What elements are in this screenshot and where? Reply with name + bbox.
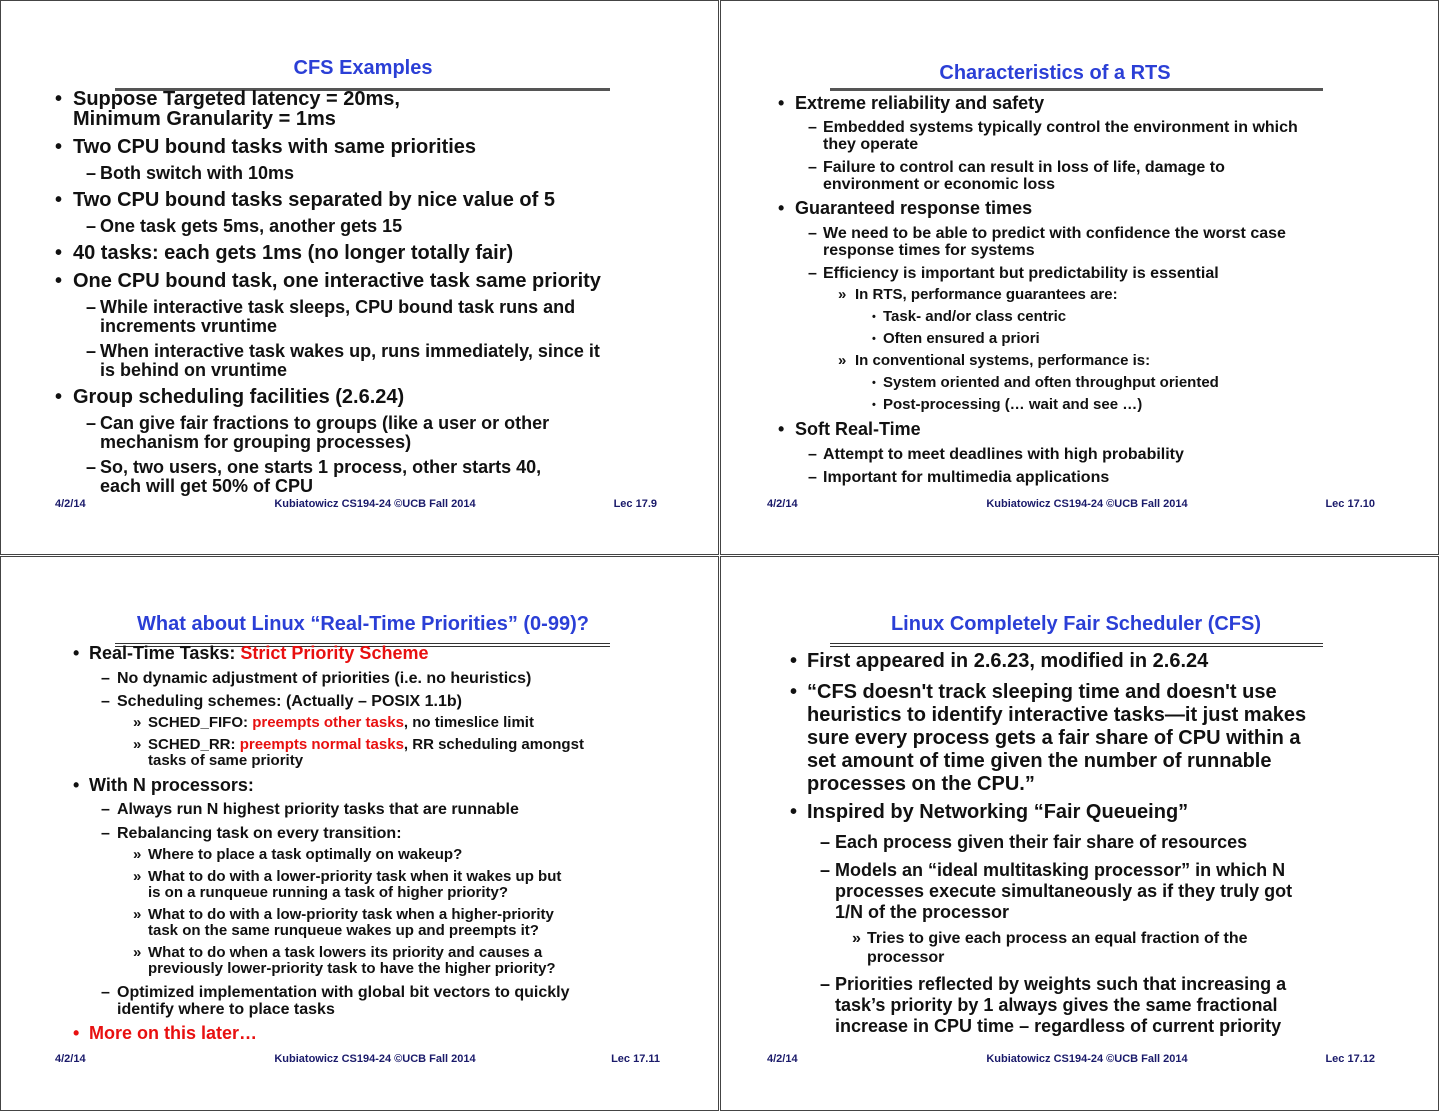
- bullet-marker-icon: •: [55, 136, 63, 158]
- bullet-marker-icon: •: [778, 93, 785, 113]
- bullet-item-level-3: [133, 869, 561, 901]
- bullet-text: In conventional systems, performance is:: [855, 352, 1151, 369]
- bullet-item-level-2: [101, 825, 402, 842]
- bullet-text: Both switch with 10ms: [100, 162, 295, 183]
- bullet-text: Where to place a task optimally on wakeup?: [148, 846, 463, 863]
- bullet-text: Extreme reliability and safety: [795, 93, 1045, 113]
- footer-date: 4/2/14: [767, 498, 798, 510]
- bullet-text: While interactive task sleeps, CPU bound task runs and increments vruntime: [100, 296, 576, 336]
- bullet-text: Post-processing (… wait and see …): [883, 396, 1143, 413]
- bullet-marker-icon: –: [86, 412, 97, 433]
- bullet-item-level-2: [101, 670, 531, 687]
- bullet-item-level-1: [778, 420, 921, 438]
- bullet-item-level-2: [820, 832, 1247, 853]
- bullet-item-level-1: [55, 243, 513, 263]
- bullet-item-level-2: [808, 119, 1298, 153]
- bullet-text: Can give fair fractions to groups (like a user or other mechanism for grouping processes): [100, 412, 550, 452]
- footer-credit: Kubiatowicz CS194-24 ©UCB Fall 2014: [986, 1053, 1188, 1065]
- bullet-text: Rebalancing task on every transition:: [117, 824, 402, 842]
- bullet-text: Priorities reflected by weights such that increasing a task’s priority by 1 always gives the same fractional increase in CPU time – regardless of current priority: [835, 973, 1287, 1036]
- bullet-marker-icon: –: [101, 800, 110, 818]
- bullet-item-level-2: [86, 164, 294, 183]
- bullet-marker-icon: •: [872, 399, 876, 411]
- bullet-text: So, two users, one starts 1 process, other starts 40, each will get 50% of CPU: [100, 456, 542, 496]
- bullet-text: One CPU bound task, one interactive task same priority: [73, 270, 601, 292]
- bullet-text: Task- and/or class centric: [883, 308, 1067, 325]
- bullet-text: First appeared in 2.6.23, modified in 2.6.24: [807, 649, 1209, 672]
- bullet-marker-icon: –: [820, 831, 831, 852]
- bullet-text: Two CPU bound tasks with same priorities: [73, 136, 477, 158]
- bullet-item-level-1: [73, 776, 254, 794]
- bullet-item-level-2: [808, 225, 1286, 259]
- bullet-marker-icon: •: [790, 649, 798, 672]
- footer-credit: Kubiatowicz CS194-24 ©UCB Fall 2014: [986, 498, 1188, 510]
- bullet-text: Scheduling schemes: (Actually – POSIX 1.1b): [117, 692, 462, 710]
- bullet-marker-icon: •: [55, 189, 63, 211]
- bullet-text: Always run N highest priority tasks that are runnable: [117, 800, 519, 818]
- bullet-marker-icon: –: [101, 983, 110, 1001]
- bullet-marker-icon: •: [55, 88, 63, 110]
- bullet-item-level-1: [55, 137, 476, 157]
- bullet-item-level-1: [55, 190, 555, 210]
- bullet-marker-icon: –: [101, 692, 110, 710]
- slide-title: What about Linux “Real-Time Priorities” (0-99)?: [137, 613, 589, 635]
- footer-credit: Kubiatowicz CS194-24 ©UCB Fall 2014: [274, 498, 476, 510]
- bullet-marker-icon: •: [872, 311, 876, 323]
- bullet-marker-icon: •: [73, 1023, 80, 1043]
- bullet-item-level-1: [790, 681, 1306, 796]
- bullet-text: , RR scheduling amongst tasks of same priority: [148, 736, 584, 769]
- bullet-item-level-2: [808, 265, 1219, 282]
- bullet-item-level-4: [872, 397, 1142, 413]
- bullet-marker-icon: –: [86, 340, 97, 361]
- bullet-item-level-4: [872, 309, 1066, 325]
- bullet-text: System oriented and often throughput oriented: [883, 374, 1219, 391]
- footer-lecture-number: Lec 17.9: [613, 498, 657, 510]
- bullet-item-level-1: [778, 94, 1044, 112]
- bullet-marker-icon: –: [808, 468, 817, 486]
- bullet-marker-icon: •: [872, 377, 876, 389]
- bullet-text: No dynamic adjustment of priorities (i.e. no heuristics): [117, 669, 532, 687]
- bullet-marker-icon: •: [55, 242, 63, 264]
- bullet-item-level-2: [86, 217, 402, 236]
- bullet-marker-icon: »: [133, 846, 142, 863]
- bullet-text: preempts other tasks: [252, 714, 404, 731]
- bullet-marker-icon: •: [55, 270, 63, 292]
- footer-date: 4/2/14: [767, 1053, 798, 1065]
- footer-date: 4/2/14: [55, 1053, 86, 1065]
- bullet-item-level-1: [790, 650, 1208, 673]
- bullet-text: With N processors:: [89, 775, 254, 795]
- slide-title: CFS Examples: [293, 57, 433, 79]
- footer-credit: Kubiatowicz CS194-24 ©UCB Fall 2014: [274, 1053, 476, 1065]
- bullet-marker-icon: »: [133, 714, 142, 731]
- bullet-item-level-2: [808, 159, 1225, 193]
- bullet-marker-icon: –: [86, 456, 97, 477]
- bullet-item-level-1: [73, 644, 428, 662]
- bullet-text: Models an “ideal multitasking processor” in which N processes execute simultaneously as if they truly got 1/N of the processor: [835, 859, 1293, 922]
- bullet-marker-icon: •: [790, 800, 798, 823]
- footer-lecture-number: Lec 17.11: [611, 1053, 660, 1065]
- bullet-marker-icon: –: [86, 215, 97, 236]
- bullet-marker-icon: »: [133, 944, 142, 961]
- bullet-text: Attempt to meet deadlines with high probability: [823, 445, 1184, 463]
- bullet-marker-icon: –: [808, 224, 817, 242]
- bullet-text: Soft Real-Time: [795, 419, 921, 439]
- bullet-text: One task gets 5ms, another gets 15: [100, 215, 403, 236]
- bullet-marker-icon: •: [790, 680, 798, 703]
- bullet-item-level-2: [86, 458, 541, 496]
- bullet-item-level-3: [133, 945, 556, 977]
- bullet-text: Real-Time Tasks:: [89, 643, 241, 663]
- bullet-text: SCHED_FIFO:: [148, 714, 253, 731]
- bullet-marker-icon: –: [808, 264, 817, 282]
- bullet-item-level-2: [808, 446, 1184, 463]
- footer-lecture-number: Lec 17.12: [1325, 1053, 1375, 1065]
- bullet-item-level-2: [101, 801, 519, 818]
- bullet-text: preempts normal tasks: [239, 736, 404, 753]
- bullet-item-level-2: [86, 298, 575, 336]
- bullet-item-level-2: [820, 974, 1286, 1037]
- bullet-item-level-3: [133, 715, 534, 731]
- bullet-text: Efficiency is important but predictability is essential: [823, 264, 1219, 282]
- bullet-text: What to do when a task lowers its priority and causes a previously lower-priority task to have the higher priority?: [148, 944, 556, 977]
- bullet-text: What to do with a lower-priority task when it wakes up but is on a runqueue running a task of higher priority?: [148, 868, 562, 901]
- bullet-marker-icon: »: [133, 736, 142, 753]
- bullet-text: More on this later…: [89, 1023, 258, 1043]
- bullet-marker-icon: –: [86, 296, 97, 317]
- bullet-marker-icon: •: [872, 333, 876, 345]
- bullet-marker-icon: –: [808, 118, 817, 136]
- bullet-text: Important for multimedia applications: [823, 468, 1110, 486]
- bullet-text: Inspired by Networking “Fair Queueing”: [807, 800, 1189, 823]
- bullet-item-level-1: [55, 271, 601, 291]
- bullet-text: Guaranteed response times: [795, 198, 1033, 218]
- bullet-marker-icon: •: [73, 643, 80, 663]
- bullet-marker-icon: •: [778, 419, 785, 439]
- bullet-marker-icon: »: [838, 286, 847, 303]
- bullet-text: 40 tasks: each gets 1ms (no longer totally fair): [73, 242, 514, 264]
- bullet-text: Group scheduling facilities (2.6.24): [73, 386, 405, 408]
- bullet-item-level-4: [872, 331, 1040, 347]
- bullet-item-level-3: [133, 737, 584, 769]
- bullet-marker-icon: •: [55, 386, 63, 408]
- bullet-text: , no timeslice limit: [403, 714, 534, 731]
- bullet-text: Often ensured a priori: [883, 330, 1040, 347]
- title-underline: [830, 88, 1323, 91]
- slide-title: Linux Completely Fair Scheduler (CFS): [890, 613, 1262, 635]
- bullet-item-level-2: [820, 860, 1292, 923]
- bullet-item-level-1: [55, 89, 400, 129]
- bullet-text: Two CPU bound tasks separated by nice value of 5: [73, 189, 555, 211]
- bullet-marker-icon: –: [101, 669, 110, 687]
- bullet-marker-icon: –: [86, 162, 97, 183]
- bullet-marker-icon: •: [778, 198, 785, 218]
- bullet-item-level-3: [133, 847, 462, 863]
- footer-lecture-number: Lec 17.10: [1325, 498, 1375, 510]
- bullet-marker-icon: »: [852, 929, 861, 947]
- footer-date: 4/2/14: [55, 498, 86, 510]
- bullet-text: Tries to give each process an equal fraction of the processor: [867, 929, 1248, 966]
- bullet-item-level-1: [55, 387, 404, 407]
- bullet-text: In RTS, performance guarantees are:: [855, 286, 1118, 303]
- bullet-text: Embedded systems typically control the environment in which they operate: [823, 118, 1298, 153]
- bullet-text: Optimized implementation with global bit vectors to quickly identify where to place tasks: [117, 983, 570, 1018]
- bullet-item-level-1: [790, 801, 1188, 824]
- bullet-text: Failure to control can result in loss of life, damage to environment or economic loss: [823, 158, 1225, 193]
- bullet-marker-icon: »: [133, 868, 142, 885]
- bullet-item-level-2: [808, 469, 1109, 486]
- bullet-marker-icon: –: [808, 445, 817, 463]
- bullet-text: When interactive task wakes up, runs immediately, since it is behind on vruntime: [100, 340, 600, 380]
- bullet-item-level-1: [778, 199, 1032, 217]
- bullet-text: “CFS doesn't track sleeping time and doesn't use heuristics to identify interactive tasks—it just makes sure every process gets a fair share of CPU within a set amount of time given the number of runnable processes on the CPU.”: [807, 680, 1307, 795]
- bullet-item-level-2: [86, 342, 600, 380]
- bullet-marker-icon: »: [838, 352, 847, 369]
- bullet-text: Strict Priority Scheme: [240, 643, 429, 663]
- bullet-item-level-4: [872, 375, 1219, 391]
- bullet-marker-icon: –: [820, 973, 831, 994]
- bullet-text: Suppose Targeted latency = 20ms, Minimum Granularity = 1ms: [73, 88, 400, 130]
- bullet-item-level-2: [86, 414, 549, 452]
- bullet-item-level-2: [101, 693, 462, 710]
- bullet-marker-icon: •: [73, 775, 80, 795]
- bullet-text: What to do with a low-priority task when a higher-priority task on the same runqueue wakes up and preempts it?: [148, 906, 554, 939]
- title-underline: [830, 643, 1323, 647]
- bullet-marker-icon: –: [820, 859, 831, 880]
- bullet-item-level-3: [838, 353, 1150, 369]
- bullet-item-level-3: [852, 929, 1248, 967]
- bullet-item-level-2: [101, 984, 570, 1018]
- bullet-marker-icon: –: [808, 158, 817, 176]
- bullet-marker-icon: –: [101, 824, 110, 842]
- bullet-text: SCHED_RR:: [148, 736, 240, 753]
- bullet-item-level-1: [73, 1024, 257, 1042]
- bullet-item-level-3: [133, 907, 554, 939]
- bullet-text: We need to be able to predict with confidence the worst case response times for systems: [823, 224, 1286, 259]
- bullet-marker-icon: »: [133, 906, 142, 923]
- slide-title: Characteristics of a RTS: [939, 62, 1171, 84]
- bullet-text: Each process given their fair share of resources: [835, 831, 1248, 852]
- bullet-item-level-3: [838, 287, 1118, 303]
